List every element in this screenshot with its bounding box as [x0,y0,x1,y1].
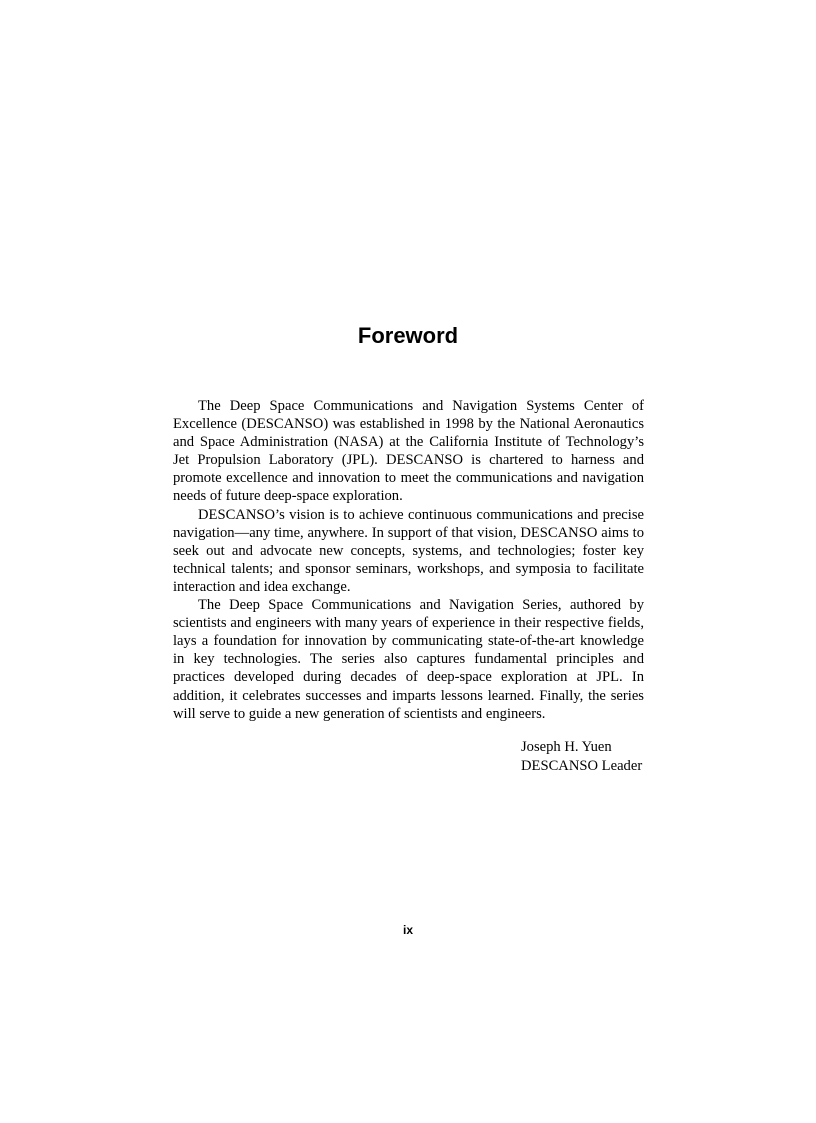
signature-name: Joseph H. Yuen [521,739,612,755]
paragraph-vision: DESCANSO’s vision is to achieve continuous communications and precise navigation—any time, anywhere. In support of that vision, DESCANSO aims to seek out and advocate new concepts, systems, and technologies; foster key technical talents; and sponsor seminars, workshops, and symposia to facilitate interaction and idea exchange. [173,506,644,595]
paragraph-establishment: The Deep Space Communications and Navigation Systems Center of Excellence (DESCANSO) was established in 1998 by the National Aeronautics and Space Administration (NASA) at the California Institute of Technology’s Jet Propulsion Laboratory (JPL). DESCANSO is chartered to harness and promote excellence and innovation to meet the communications and navigation needs of future deep-space exploration. [173,398,644,505]
foreword-body [173,397,644,723]
page-title: Foreword [357,323,459,348]
paragraph-series: The Deep Space Communications and Navigation Series, authored by scientists and engineers with many years of experience in their respective fields, lays a foundation for innovation by communicating state-of-the-art knowledge in key technologies. The series also captures fundamental principles and practices developed during decades of deep-space exploration at JPL. In addition, it celebrates successes and imparts lessons learned. Finally, the series will serve to guide a new generation of scientists and engineers. [173,597,644,722]
signature-block [521,738,642,776]
page-number: ix [402,923,413,937]
signature-role: DESCANSO Leader [521,758,643,774]
